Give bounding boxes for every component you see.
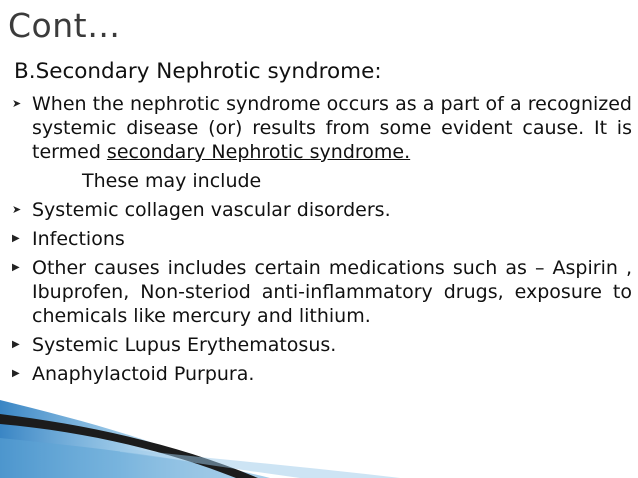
definition-term-underlined: secondary Nephrotic syndrome. — [106, 141, 411, 163]
bullet-item-lupus — [12, 333, 632, 357]
subtext-these-may-include: These may include — [82, 170, 262, 192]
triangle-bullet-icon: ▶ — [12, 339, 20, 350]
bullet-item-definition — [12, 92, 632, 164]
bullet-item-other-causes — [12, 256, 632, 328]
triangle-bullet-icon: ▶ — [12, 368, 20, 379]
definition-text: When the nephrotic syndrome occurs as a part of a recognized systemic disease (or) results from some evident cause. It is termed — [32, 93, 632, 163]
bullet-item-purpura — [12, 362, 632, 386]
bullet-text: Anaphylactoid Purpura. — [32, 363, 255, 385]
section-heading: B.Secondary Nephrotic syndrome: — [14, 59, 382, 84]
bullet-item-infections — [12, 227, 632, 251]
bullet-text: Systemic collagen vascular disorders. — [32, 199, 391, 221]
bullet-text: Systemic Lupus Erythematosus. — [32, 334, 337, 356]
arrow-bullet-icon: ➤ — [12, 203, 22, 216]
arrow-bullet-icon: ➤ — [12, 97, 22, 110]
slide-title: Cont… — [8, 6, 121, 45]
triangle-bullet-icon: ▶ — [12, 233, 20, 244]
bullet-text: Other causes includes certain medications such as – Aspirin , Ibuprofen, Non-steriod anti-inflammatory drugs, exposure to chemicals like mercury and lithium. — [32, 257, 632, 327]
bullet-text: Infections — [32, 228, 125, 250]
triangle-bullet-icon: ▶ — [12, 262, 20, 273]
bullet-list — [12, 92, 632, 391]
bullet-item-collagen — [12, 198, 632, 222]
